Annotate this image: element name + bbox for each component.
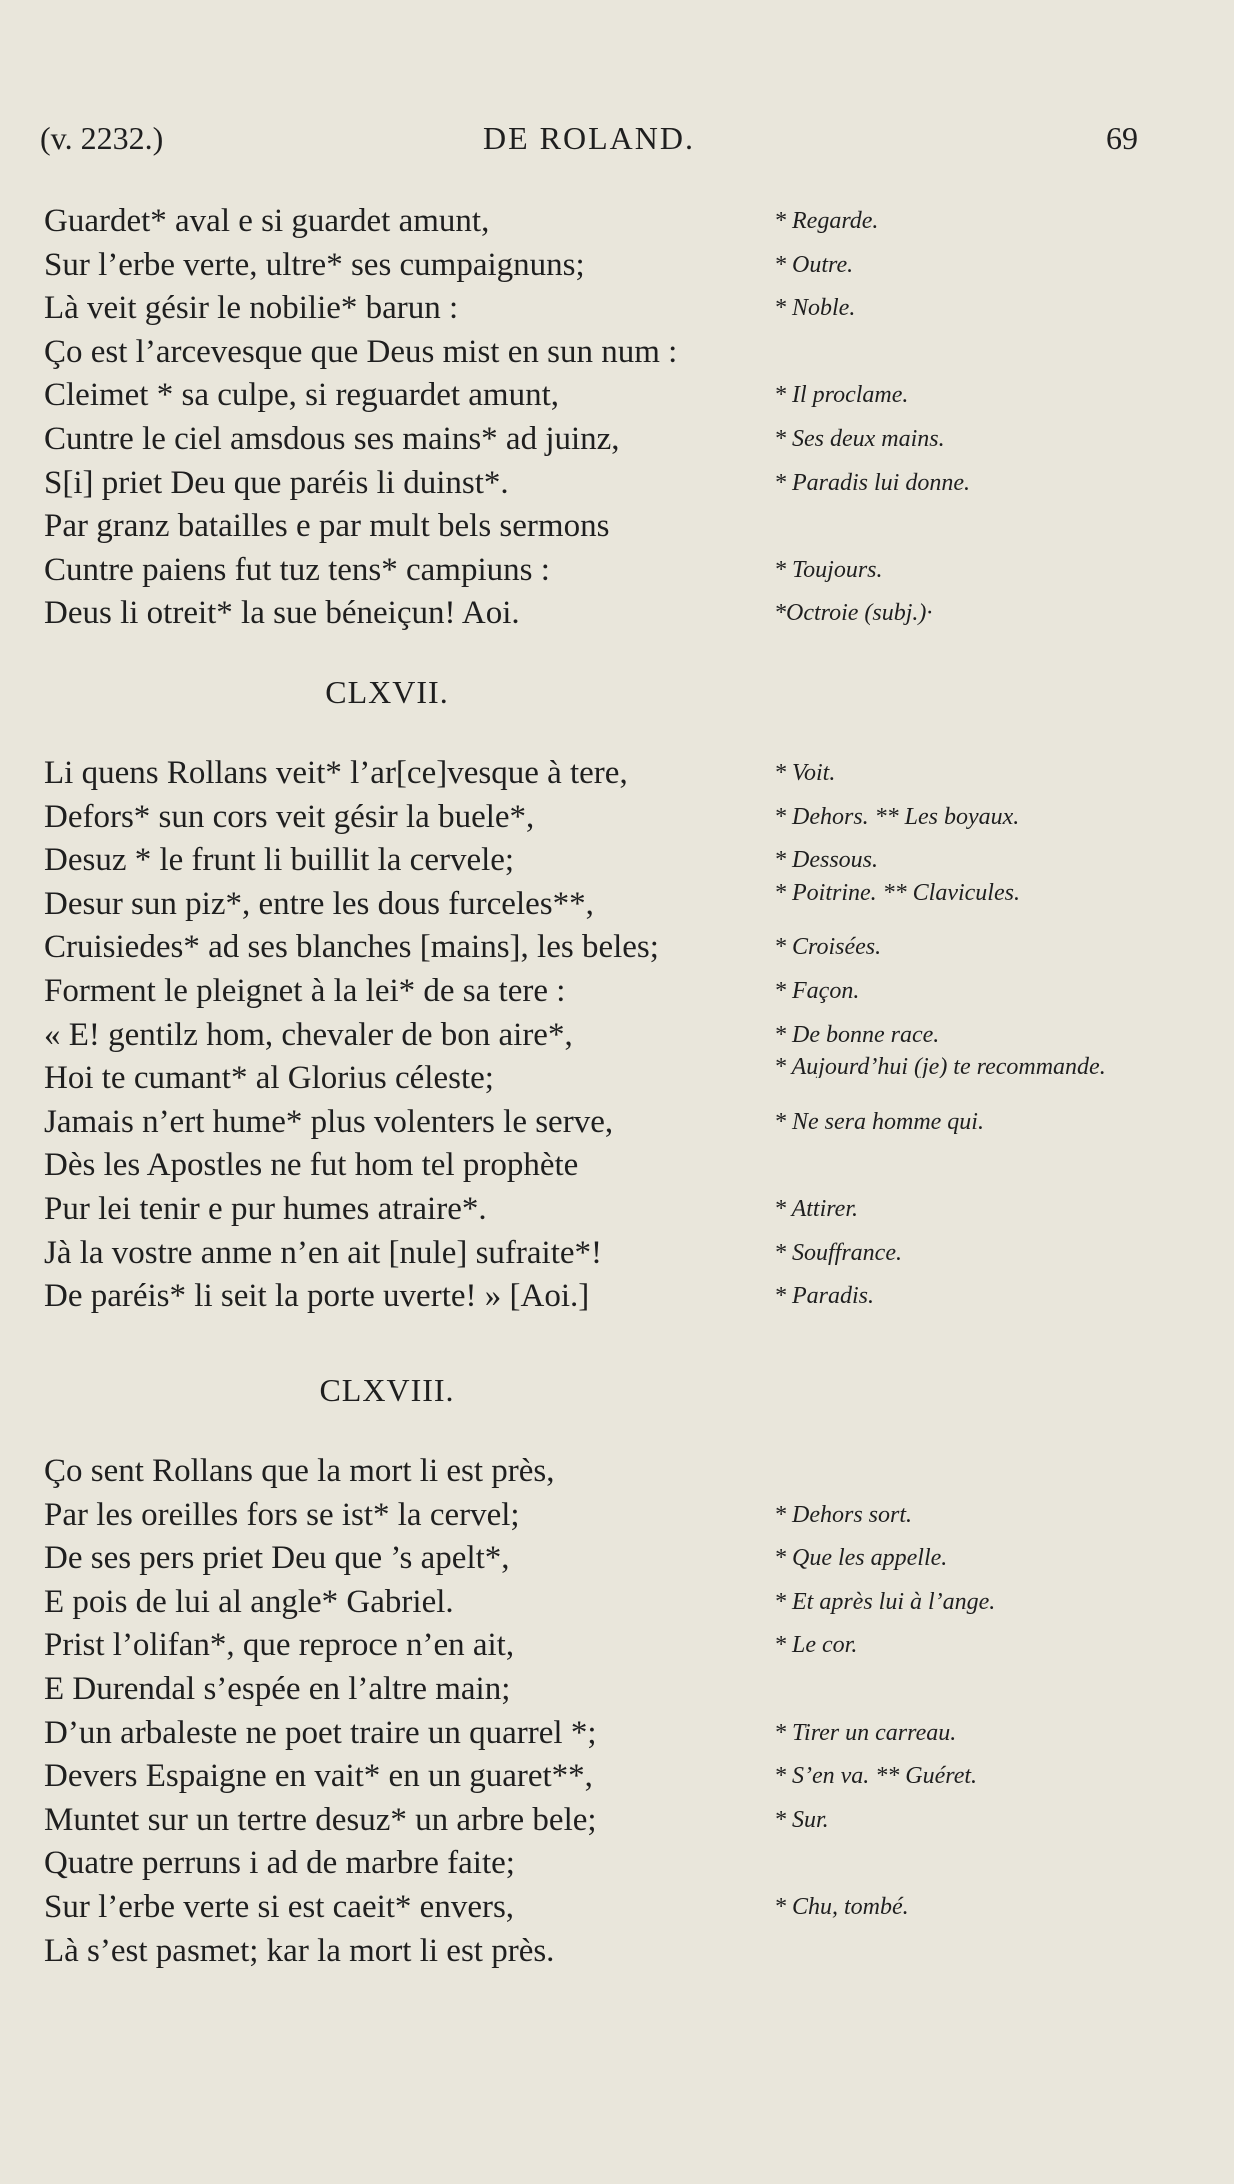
verse-line (0, 372, 1234, 418)
gloss-note: * Aujourd’hui (je) te recommande. (774, 1055, 1106, 1078)
verse-line (0, 837, 1234, 883)
verse-line (0, 1797, 1234, 1843)
gloss-note: * Ses deux mains. (774, 426, 945, 452)
gloss-note: * Voit. (774, 760, 836, 786)
gloss-note: *Octroie (subj.)· (774, 600, 933, 626)
gloss-note: * Chu, tombé. (774, 1894, 909, 1920)
gloss-note: * Paradis. (774, 1283, 875, 1309)
gloss-note: * Toujours. (774, 557, 883, 583)
verse-line (0, 416, 1234, 462)
page-number: 69 (1106, 120, 1138, 156)
verse-text: Ço sent Rollans que la mort li est près, (44, 1453, 555, 1489)
running-header (40, 120, 1138, 164)
verse-text: De paréis* li seit la porte uverte! » [Aoi.] (44, 1278, 590, 1314)
verse-text: Cleimet * sa culpe, si reguardet amunt, (44, 377, 560, 413)
verse-line (0, 1622, 1234, 1668)
verse-line (0, 547, 1234, 593)
gloss-note: * Noble. (774, 295, 856, 321)
verse-line (0, 1753, 1234, 1799)
verse-text: Cuntre paiens fut tuz tens* campiuns : (44, 552, 550, 588)
verse-line (0, 1928, 1234, 1974)
verse-text: Quatre perruns i ad de marbre faite; (44, 1845, 515, 1881)
verse-line (0, 329, 1234, 375)
section-heading: CLXVIII. (319, 1372, 455, 1408)
verse-text: Sur l’erbe verte si est caeit* envers, (44, 1889, 515, 1925)
verse-line (0, 1186, 1234, 1232)
verse-line (0, 1492, 1234, 1538)
verse-line (0, 1273, 1234, 1319)
gloss-note: * Souffrance. (774, 1240, 902, 1266)
verse-line (0, 794, 1234, 840)
verse-line (0, 1579, 1234, 1625)
verse-line (0, 1535, 1234, 1581)
verse-text: Desur sun piz*, entre les dous furceles**, (44, 886, 594, 922)
verse-line (0, 968, 1234, 1014)
verse-text: Pur lei tenir e pur humes atraire*. (44, 1191, 487, 1227)
verse-text: Par les oreilles fors se ist* la cervel; (44, 1497, 520, 1533)
gloss-note: * Façon. (774, 978, 860, 1004)
gloss-note: * Tirer un carreau. (774, 1720, 957, 1746)
verse-text: Là veit gésir le nobilie* barun : (44, 290, 459, 326)
gloss-note: * Poitrine. ** Clavicules. (774, 881, 1020, 904)
verse-text: Deus li otreit* la sue béneiçun! Aoi. (44, 595, 520, 631)
verse-text: « E! gentilz hom, chevaler de bon aire*, (44, 1017, 573, 1053)
verse-line (0, 1099, 1234, 1145)
verse-line (0, 881, 1234, 927)
verse-line (0, 1012, 1234, 1058)
gloss-note: * Et après lui à l’ange. (774, 1589, 996, 1615)
gloss-note: * Le cor. (774, 1632, 858, 1658)
verse-line (0, 285, 1234, 331)
verse-line (0, 1710, 1234, 1756)
gloss-note: * S’en va. ** Guéret. (774, 1763, 978, 1789)
verse-text: Muntet sur un tertre desuz* un arbre bele; (44, 1802, 597, 1838)
gloss-note: * Ne sera homme qui. (774, 1109, 984, 1135)
gloss-note: * Dehors. ** Les boyaux. (774, 804, 1020, 830)
gloss-note: * Regarde. (774, 208, 879, 234)
gloss-note: * De bonne race. (774, 1022, 940, 1048)
verse-text: Jà la vostre anme n’en ait [nule] sufraite*! (44, 1235, 603, 1271)
verse-line (0, 1840, 1234, 1886)
verse-text: S[i] priet Deu que paréis li duinst*. (44, 465, 509, 501)
verse-line (0, 1448, 1234, 1494)
verse-text: Cruisiedes* ad ses blanches [mains], les beles; (44, 929, 659, 965)
verse-text: Jamais n’ert hume* plus volenters le serve, (44, 1104, 614, 1140)
gloss-note: * Sur. (774, 1807, 829, 1833)
gloss-note: * Attirer. (774, 1196, 859, 1222)
gloss-note: * Croisées. (774, 934, 882, 960)
verse-line (0, 1142, 1234, 1188)
gloss-note: * Dehors sort. (774, 1502, 913, 1528)
verse-line (0, 242, 1234, 288)
verse-text: Par granz batailles e par mult bels sermons (44, 508, 610, 544)
verse-line (0, 503, 1234, 549)
verse-text: Guardet* aval e si guardet amunt, (44, 203, 490, 239)
verse-text: Là s’est pasmet; kar la mort li est près. (44, 1933, 555, 1969)
verse-line (0, 1055, 1234, 1101)
verse-text: Devers Espaigne en vait* en un guaret**, (44, 1758, 593, 1794)
verse-text: E pois de lui al angle* Gabriel. (44, 1584, 454, 1620)
verse-text: Ço est l’arcevesque que Deus mist en sun num : (44, 334, 678, 370)
verse-text: Desuz * le frunt li buillit la cervele; (44, 842, 515, 878)
verse-range: (v. 2232.) (40, 120, 164, 156)
verse-text: Li quens Rollans veit* l’ar[ce]vesque à tere, (44, 755, 628, 791)
gloss-note: * Que les appelle. (774, 1545, 948, 1571)
verse-line (0, 1884, 1234, 1930)
gloss-note: * Il proclame. (774, 382, 909, 408)
verse-text: Defors* sun cors veit gésir la buele*, (44, 799, 535, 835)
verse-line (0, 1230, 1234, 1276)
verse-text: Hoi te cumant* al Glorius céleste; (44, 1060, 494, 1096)
verse-text: De ses pers priet Deu que ’s apelt*, (44, 1540, 510, 1576)
verse-text: E Durendal s’espée en l’altre main; (44, 1671, 511, 1707)
gloss-note: * Dessous. (774, 847, 879, 873)
verse-text: Cuntre le ciel amsdous ses mains* ad juinz, (44, 421, 620, 457)
gloss-note: * Paradis lui donne. (774, 470, 970, 496)
running-title: DE ROLAND. (483, 120, 695, 156)
verse-line (0, 460, 1234, 506)
verse-line (0, 1666, 1234, 1712)
verse-text: Forment le pleignet à la lei* de sa tere : (44, 973, 566, 1009)
verse-line (0, 198, 1234, 244)
verse-text: Dès les Apostles ne fut hom tel prophète (44, 1147, 579, 1183)
verse-text: Sur l’erbe verte, ultre* ses cumpaignuns; (44, 247, 585, 283)
gloss-note: * Outre. (774, 252, 854, 278)
section-heading: CLXVII. (325, 674, 449, 710)
verse-line (0, 750, 1234, 796)
verse-line (0, 924, 1234, 970)
verse-text: Prist l’olifan*, que reproce n’en ait, (44, 1627, 515, 1663)
verse-text: D’un arbaleste ne poet traire un quarrel *; (44, 1715, 597, 1751)
verse-line (0, 590, 1234, 636)
